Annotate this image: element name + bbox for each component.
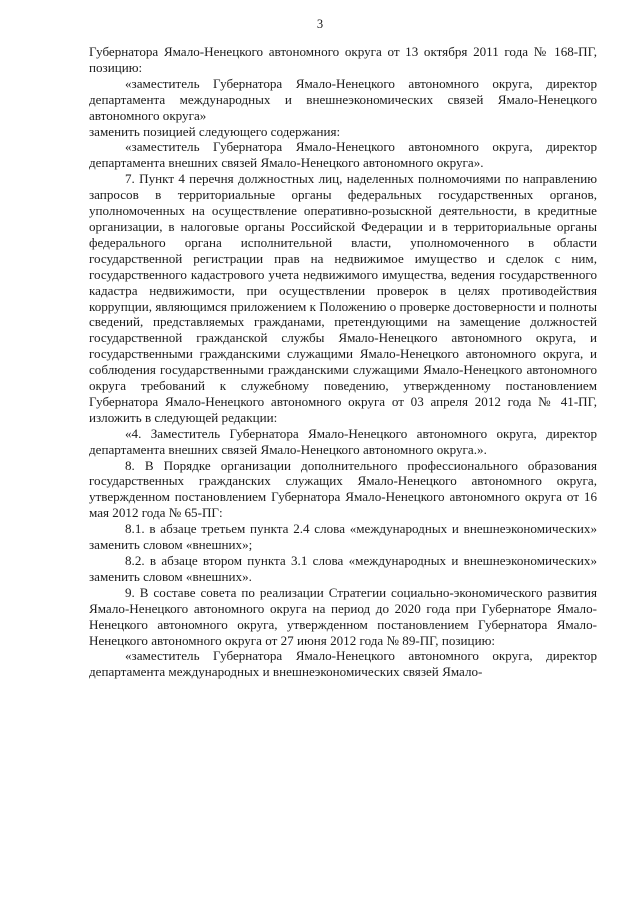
- paragraph: «заместитель Губернатора Ямало-Ненецкого автономного округа, директор департамента международных и внешнеэкономических связей Ямало-Ненецкого автономного округа»: [89, 75, 597, 123]
- paragraph: 9. В составе совета по реализации Стратегии социально-экономического развития Ямало-Ненецкого автономного округа на период до 2020 года при Губернаторе Ямало-Ненецкого автономного округа, утвержденном постановлением Губернатора Ямало-Ненецкого автономного округа от 27 июня 2012 года № 89-ПГ, позицию:: [89, 584, 597, 648]
- document-body: [89, 44, 597, 680]
- paragraph: заменить позицией следующего содержания:: [89, 123, 341, 139]
- paragraph: 8.2. в абзаце втором пункта 3.1 слова «международных и внешнеэкономических» заменить словом «внешних».: [89, 553, 597, 584]
- paragraph: 8. В Порядке организации дополнительного профессионального образования государственных гражданских служащих Ямало-Ненецкого автономного округа, утвержденном постановлением Губернатора Ямало-Ненецкого автономного округа от 16 мая 2012 года № 65-ПГ:: [89, 457, 597, 521]
- paragraph: «заместитель Губернатора Ямало-Ненецкого автономного округа, директор департамента международных и внешнеэкономических связей Ямало-: [89, 648, 597, 680]
- page-number: 3: [316, 17, 324, 31]
- paragraph: 7. Пункт 4 перечня должностных лиц, наделенных полномочиями по направлению запросов в территориальные органы федеральных государственных органов, уполномоченных на осуществление оперативно-розыскной деятельности, в кредитные организации, в налоговые органы Российской Федерации и в территориальные органы федерального органа исполнительной власти, уполномоченного в области государственной регистрации прав на недвижимое имущество и сделок с ним, государственного кадастрового учета недвижимого имущества, ведения государственного кадастра недвижимости, при осуществлении проверок в целях противодействия коррупции, являющимся приложением к Положению о проверке достоверности и полноты сведений, представляемых гражданами, претендующими на замещение должностей государственной гражданской службы Ямало-Ненецкого автономного округа, и государственными гражданскими служащими Ямало-Ненецкого автономного округа, и соблюдения государственными гражданскими служащими Ямало-Ненецкого автономного округа требований к служебному поведению, утвержденному постановлением Губернатора Ямало-Ненецкого автономного округа от 03 апреля 2012 года № 41-ПГ, изложить в следующей редакции:: [89, 171, 597, 425]
- paragraph: 8.1. в абзаце третьем пункта 2.4 слова «международных и внешнеэкономических» заменить словом «внешних»;: [89, 521, 597, 553]
- paragraph: Губернатора Ямало-Ненецкого автономного округа от 13 октября 2011 года № 168-ПГ, позицию:: [89, 44, 597, 75]
- paragraph: «заместитель Губернатора Ямало-Ненецкого автономного округа, директор департамента внешних связей Ямало-Ненецкого автономного округа».: [89, 139, 597, 171]
- paragraph: «4. Заместитель Губернатора Ямало-Ненецкого автономного округа, директор департамента внешних связей Ямало-Ненецкого автономного округа.».: [89, 425, 597, 457]
